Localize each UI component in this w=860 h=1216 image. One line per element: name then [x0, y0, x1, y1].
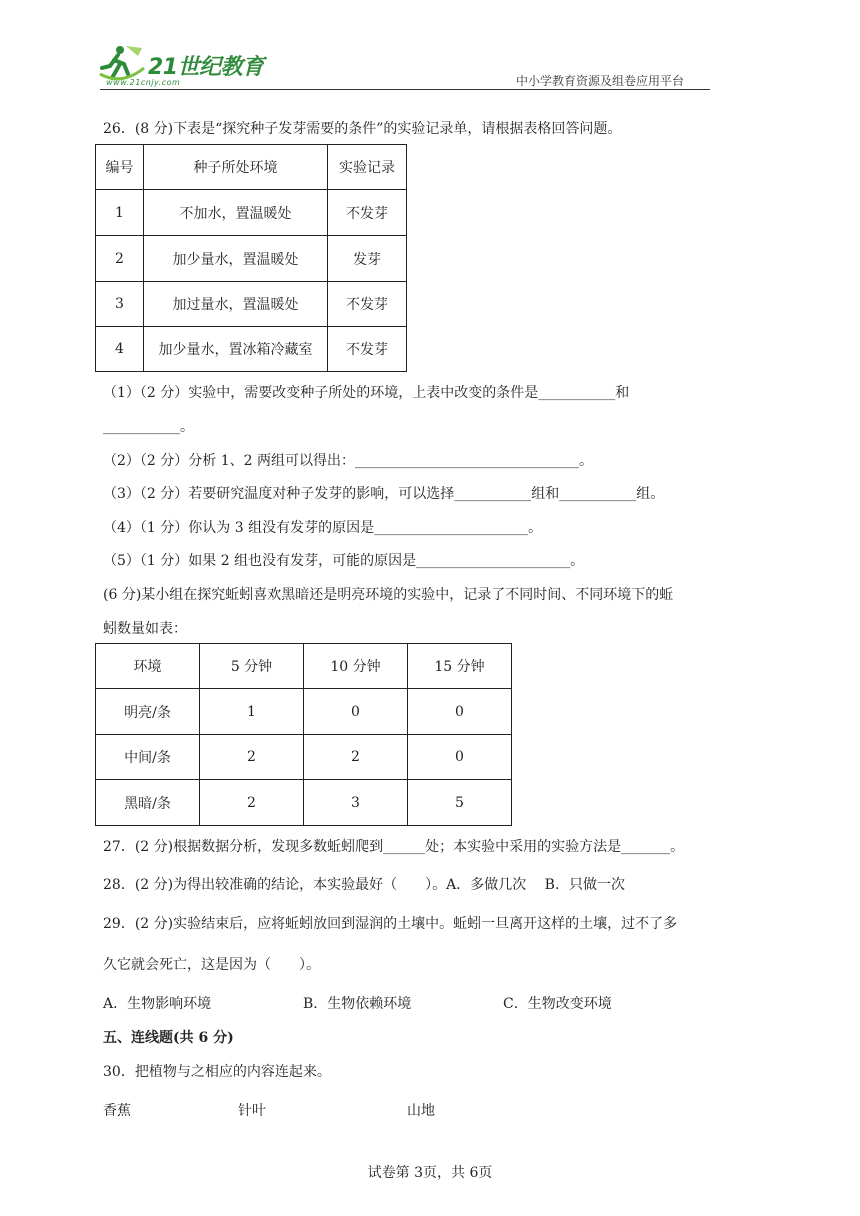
match-item-mountain: 山地	[407, 1103, 435, 1119]
table-cell: 中间/条	[96, 735, 200, 780]
q26-table	[95, 144, 407, 372]
q26-sub3: （3）（2 分）若要研究温度对种子发芽的影响，可以选择___________组和___________组。	[103, 486, 665, 502]
table-cell: 4	[96, 327, 144, 372]
match-item-needle-leaf: 针叶	[238, 1103, 266, 1119]
table-header-cell: 10 分钟	[304, 644, 408, 689]
table-cell: 加少量水，置温暖处	[144, 236, 328, 282]
q26-sub4: （4）（1 分）你认为 3 组没有发芽的原因是______________________。	[103, 520, 543, 536]
table-cell: 0	[304, 689, 408, 735]
table-cell: 0	[408, 689, 512, 735]
table-cell: 不发芽	[328, 190, 407, 236]
q29-line2: 久它就会死亡，这是因为（ ）。	[103, 957, 320, 973]
site-logo	[98, 44, 288, 92]
table-cell: 加过量水，置温暖处	[144, 282, 328, 327]
table-header-cell: 种子所处环境	[144, 145, 328, 190]
header-divider	[100, 89, 710, 90]
q26-stem: 26．(8 分)下表是“探究种子发芽需要的条件”的实验记录单，请根据表格回答问题。	[103, 121, 622, 137]
q30-stem: 30．把植物与之相应的内容连起来。	[103, 1064, 331, 1080]
match-item-banana: 香蕉	[103, 1103, 131, 1119]
q26-sub1-line2: ___________。	[103, 419, 194, 435]
table-row	[96, 236, 407, 282]
table-header-cell: 实验记录	[328, 145, 407, 190]
table-row	[96, 327, 407, 372]
table-row	[96, 689, 512, 735]
table-cell: 明亮/条	[96, 689, 200, 735]
table-cell: 2	[96, 236, 144, 282]
table-cell: 0	[408, 735, 512, 780]
table-row	[96, 735, 512, 780]
section5-title: 五、连线题(共 6 分)	[103, 1030, 234, 1046]
q26-sub2: （2）（2 分）分析 1、2 两组可以得出：________________________________。	[103, 453, 593, 469]
table-cell: 不发芽	[328, 327, 407, 372]
q29-option-c: C．生物改变环境	[503, 996, 612, 1012]
table-row	[96, 190, 407, 236]
table-cell: 2	[304, 735, 408, 780]
logo-text: 21世纪教育	[148, 55, 264, 80]
table-cell: 2	[200, 780, 304, 826]
header-platform-text: 中小学教育资源及组卷应用平台	[515, 74, 684, 88]
logo-url: www.21cnjy.com	[106, 78, 181, 87]
earthworm-intro-line1: (6 分)某小组在探究蚯蚓喜欢黑暗还是明亮环境的实验中，记录了不同时间、不同环境下的蚯	[103, 587, 674, 603]
table-cell: 不加水，置温暖处	[144, 190, 328, 236]
table-cell: 2	[200, 735, 304, 780]
table-row	[96, 282, 407, 327]
earthworm-table	[95, 643, 512, 826]
table-cell: 3	[304, 780, 408, 826]
table-cell: 不发芽	[328, 282, 407, 327]
page-footer: 试卷第 3页，共 6页	[367, 1165, 493, 1181]
q27: 27．(2 分)根据数据分析，发现多数蚯蚓爬到______处；本实验中采用的实验方法是_______。	[103, 839, 685, 855]
table-header-row	[96, 644, 512, 689]
table-header-cell: 编号	[96, 145, 144, 190]
table-cell: 5	[408, 780, 512, 826]
table-cell: 黑暗/条	[96, 780, 200, 826]
table-header-cell: 5 分钟	[200, 644, 304, 689]
q29-option-b: B．生物依赖环境	[303, 996, 412, 1012]
table-cell: 3	[96, 282, 144, 327]
table-cell: 1	[200, 689, 304, 735]
table-cell: 1	[96, 190, 144, 236]
q26-sub1-line1: （1）（2 分）实验中，需要改变种子所处的环境，上表中改变的条件是___________和	[103, 385, 630, 401]
table-header-row	[96, 145, 407, 190]
q29-option-a: A．生物影响环境	[103, 996, 212, 1012]
earthworm-intro-line2: 蚓数量如表：	[103, 621, 187, 637]
table-cell: 发芽	[328, 236, 407, 282]
table-header-cell: 环境	[96, 644, 200, 689]
table-cell: 加少量水，置冰箱冷藏室	[144, 327, 328, 372]
q29-line1: 29．(2 分)实验结束后，应将蚯蚓放回到湿润的土壤中。蚯蚓一旦离开这样的土壤，过不了多	[103, 916, 678, 932]
table-header-cell: 15 分钟	[408, 644, 512, 689]
q26-sub5: （5）（1 分）如果 2 组也没有发芽，可能的原因是______________________。	[103, 553, 585, 569]
table-row	[96, 780, 512, 826]
q28: 28．(2 分)为得出较准确的结论，本实验最好（ ）。A．多做几次 B．只做一次	[103, 877, 625, 893]
